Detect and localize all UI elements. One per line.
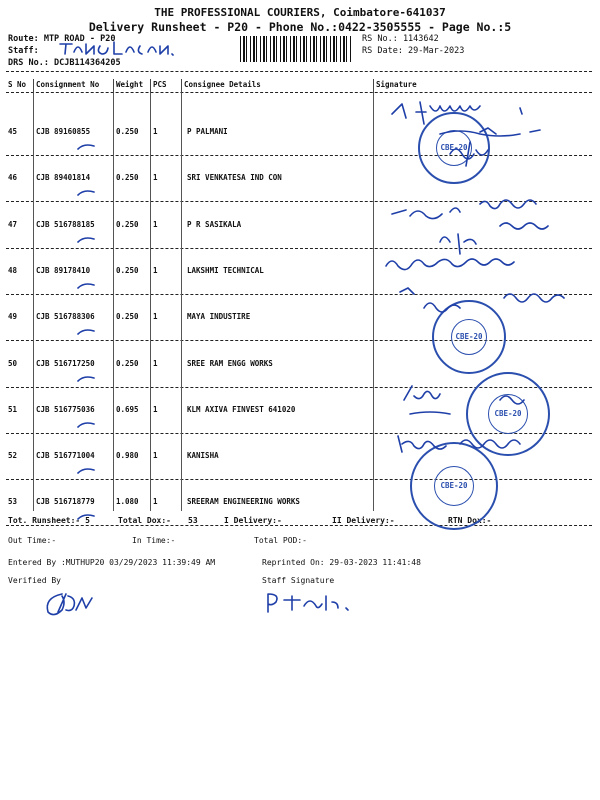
column-divider — [181, 93, 182, 511]
row-consignee: SREE RAM ENGG WORKS — [187, 359, 273, 368]
total-runsheet: Tot. Runsheet:- 5 — [8, 516, 90, 525]
row-pcs: 1 — [153, 127, 158, 136]
column-divider — [181, 79, 182, 93]
company-seal-icon: CBE-20 — [418, 112, 490, 184]
rs-number: RS No.: 1143642 — [362, 34, 439, 44]
row-consignment: CJB 516718779 — [36, 497, 95, 506]
row-sno: 52 — [8, 451, 18, 460]
row-pcs: 1 — [153, 173, 158, 182]
column-divider — [33, 93, 34, 511]
row-consignee: LAKSHMI TECHNICAL — [187, 266, 264, 275]
total-dox-label: Total Dox:- — [118, 516, 171, 525]
row-consignment: CJB 516788185 — [36, 220, 95, 229]
barcode — [240, 36, 352, 62]
row-consignment: CJB 89401814 — [36, 173, 91, 182]
column-divider — [150, 93, 151, 511]
row-consignee: KLM AXIVA FINVEST 641020 — [187, 405, 296, 414]
row-sno: 53 — [8, 497, 18, 506]
handwritten-signatures-icon — [380, 94, 590, 514]
row-consignment: CJB 516788306 — [36, 312, 95, 321]
staff-signature-icon — [262, 588, 362, 616]
row-weight: 0.250 — [116, 312, 139, 321]
row-sno: 50 — [8, 359, 18, 368]
tick-mark-icon — [76, 143, 96, 151]
rs-date: RS Date: 29-Mar-2023 — [362, 46, 465, 56]
tick-mark-icon — [76, 328, 96, 336]
row-pcs: 1 — [153, 220, 158, 229]
row-weight: 0.250 — [116, 266, 139, 275]
column-divider — [33, 79, 34, 93]
company-seal-icon: CBE-20 — [432, 300, 506, 374]
in-time: In Time:- — [132, 536, 176, 545]
row-weight: 0.695 — [116, 405, 139, 414]
row-weight: 0.250 — [116, 127, 139, 136]
tick-mark-icon — [76, 421, 96, 429]
column-divider — [373, 93, 374, 511]
column-divider — [373, 79, 374, 93]
entered-by: Entered By :MUTHUP20 03/29/2023 11:39:49 AM — [8, 558, 216, 567]
row-consignment: CJB 89160855 — [36, 127, 91, 136]
reprinted-on: Reprinted On: 29-03-2023 11:41:48 — [262, 558, 421, 567]
route-label: Route: MTP ROAD - P20 — [8, 34, 116, 44]
row-weight: 0.250 — [116, 173, 139, 182]
second-delivery: II Delivery:- — [332, 516, 395, 525]
header-consignee: Consignee Details — [184, 80, 261, 89]
total-pod: Total POD:- — [254, 536, 307, 545]
column-divider — [113, 79, 114, 93]
column-divider — [150, 79, 151, 93]
row-separator — [6, 525, 592, 526]
company-title: THE PROFESSIONAL COURIERS, Coimbatore-641037 — [154, 6, 446, 19]
row-consignee: P R SASIKALA — [187, 220, 242, 229]
row-pcs: 1 — [153, 359, 158, 368]
tick-mark-icon — [76, 236, 96, 244]
row-consignment: CJB 89178410 — [36, 266, 91, 275]
tick-mark-icon — [76, 189, 96, 197]
table-header-rule — [6, 92, 592, 93]
row-weight: 0.980 — [116, 451, 139, 460]
rtn-dox: RTN Dox:- — [448, 516, 492, 525]
row-consignment: CJB 516771004 — [36, 451, 95, 460]
header-consignment: Consignment No — [36, 80, 100, 89]
header-weight: Weight — [116, 80, 144, 89]
row-pcs: 1 — [153, 405, 158, 414]
row-consignee: P PALMANI — [187, 127, 228, 136]
header-signature: Signature — [376, 80, 417, 89]
row-consignment: CJB 516775036 — [36, 405, 95, 414]
row-consignee: MAYA INDUSTIRE — [187, 312, 251, 321]
tick-mark-icon — [76, 375, 96, 383]
row-pcs: 1 — [153, 312, 158, 321]
tick-mark-icon — [76, 282, 96, 290]
column-divider — [113, 93, 114, 511]
staff-handwriting-icon — [56, 38, 176, 60]
first-delivery: I Delivery:- — [224, 516, 282, 525]
out-time: Out Time:- — [8, 536, 57, 545]
verifier-signature-icon — [40, 586, 100, 622]
staff-signature-label: Staff Signature — [262, 576, 335, 585]
drs-number: DRS No.: DCJB114364205 — [8, 58, 121, 68]
row-consignment: CJB 516717250 — [36, 359, 95, 368]
row-sno: 48 — [8, 266, 18, 275]
table-top-rule — [6, 71, 592, 72]
tick-mark-icon — [76, 467, 96, 475]
row-consignee: SRI VENKATESA IND CON — [187, 173, 282, 182]
runsheet-title: Delivery Runsheet - P20 - Phone No.:0422-3505555 - Page No.:5 — [88, 20, 512, 34]
row-weight: 0.250 — [116, 359, 139, 368]
row-weight: 1.080 — [116, 497, 139, 506]
row-sno: 49 — [8, 312, 18, 321]
company-seal-icon: CBE-20 — [410, 442, 498, 530]
row-pcs: 1 — [153, 451, 158, 460]
total-dox-value: 53 — [188, 516, 198, 525]
row-weight: 0.250 — [116, 220, 139, 229]
row-pcs: 1 — [153, 497, 158, 506]
staff-label: Staff: — [8, 46, 39, 56]
row-consignee: KANISHA — [187, 451, 219, 460]
row-pcs: 1 — [153, 266, 158, 275]
company-seal-icon: CBE-20 — [466, 372, 550, 456]
header-sno: S No — [8, 80, 27, 89]
row-sno: 51 — [8, 405, 18, 414]
row-sno: 46 — [8, 173, 18, 182]
row-sno: 47 — [8, 220, 18, 229]
row-consignee: SREERAM ENGINEERING WORKS — [187, 497, 300, 506]
header-pcs: PCS — [153, 80, 167, 89]
row-sno: 45 — [8, 127, 18, 136]
verified-by: Verified By — [8, 576, 61, 585]
